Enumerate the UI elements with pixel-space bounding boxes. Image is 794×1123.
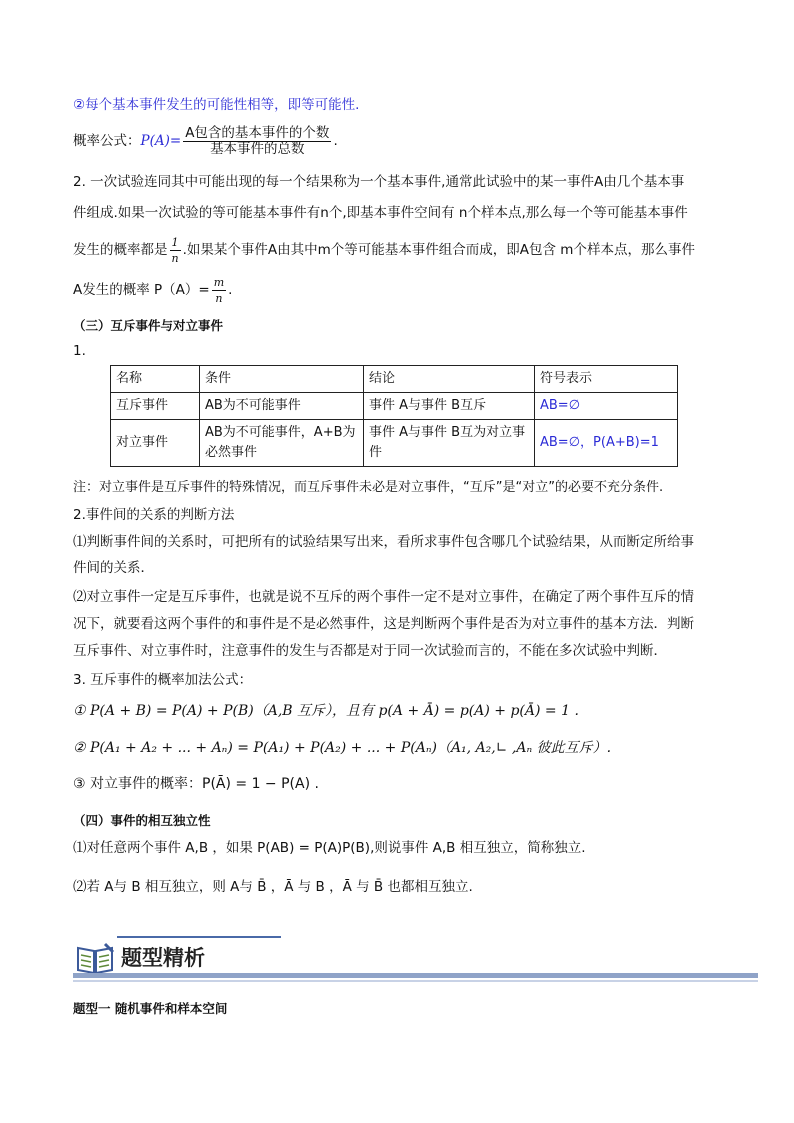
- paragraph-2-line-4: [73, 272, 232, 308]
- table-cell: AB为不可能事件: [200, 393, 364, 420]
- header-cell: 符号表示: [535, 366, 678, 393]
- section-3-title: （三）互斥事件与对立事件: [73, 318, 224, 333]
- banner-rule: [73, 973, 758, 978]
- table-cell: AB为不可能事件，A+B为必然事件: [200, 420, 364, 467]
- subsection-2-title: 2.事件间的关系的判断方法: [73, 507, 235, 523]
- table-row: [111, 420, 678, 467]
- fraction-denominator: n: [171, 251, 179, 265]
- banner-title: 题型精析: [121, 946, 205, 970]
- table-header-row: [111, 366, 678, 393]
- formula-end: .: [333, 133, 338, 149]
- type-1-heading: 题型一 随机事件和样本空间: [73, 1001, 228, 1016]
- formula-2: ② P(A₁ + A₂ + ... + Aₙ) = P(A₁) + P(A₂) + ... + P(Aₙ)（A₁, A₂,∟ ,Aₙ 彼此互斥）.: [73, 740, 612, 756]
- events-relation-table: [110, 365, 678, 467]
- header-cell: 条件: [200, 366, 364, 393]
- p2-l3-end: .如果某个事件A由其中m个等可能基本事件组合而成，即A包含 m个样本点，那么事件: [182, 242, 695, 258]
- fraction-denominator: n: [215, 291, 223, 305]
- formula-label: 概率公式：: [73, 133, 141, 149]
- p2-l4-end: .: [228, 282, 233, 298]
- method-1-line-2: 件间的关系．: [73, 560, 154, 576]
- table-cell: AB=∅，P(A+B)=1: [535, 420, 678, 467]
- table-cell: AB=∅: [535, 393, 678, 420]
- banner-top-line: [117, 936, 281, 938]
- paragraph-2-line-3: [73, 232, 695, 268]
- method-2-line-2: 况下，就要看这两个事件的和事件是不是必然事件，这是判断两个事件是否为对立事件的基本方法．判断: [73, 616, 694, 632]
- paragraph-2-line-2: 件组成.如果一次试验的等可能基本事件有n个,即基本事件空间有 n个样本点,那么每一个等可能基本事件: [73, 205, 688, 221]
- note-paragraph: 注：对立事件是互斥事件的特殊情况，而互斥事件未必是对立事件，“互斥”是“对立”的必要不充分条件.: [73, 480, 664, 495]
- one-over-n-fraction: [170, 235, 181, 266]
- fraction-numerator: m: [213, 275, 225, 289]
- formula-fraction: [183, 126, 331, 157]
- table-cell: 互斥事件: [111, 393, 200, 420]
- header-cell: 结论: [364, 366, 535, 393]
- formula-lhs: P(A)=: [140, 133, 182, 149]
- method-2-line-1: ⑵对立事件一定是互斥事件，也就是说不互斥的两个事件一定不是对立事件，在确定了两个事件互斥的情: [73, 589, 694, 605]
- book-icon: [75, 942, 115, 976]
- p2-l3-start: 发生的概率都是: [73, 242, 168, 258]
- table-cell: 对立事件: [111, 420, 200, 467]
- formula-1: ① P(A + B) = P(A) + P(B)（A,B 互斥），且有 p(A + Ā) = p(A) + p(Ā) = 1 .: [73, 703, 579, 719]
- banner-rule-light: [73, 980, 758, 982]
- probability-formula: [73, 122, 338, 160]
- header-cell: 名称: [111, 366, 200, 393]
- m-over-n-fraction: [212, 275, 226, 306]
- table-cell: 事件 A与事件 B互为对立事件: [364, 420, 535, 467]
- formula-3: ③ 对立事件的概率：P(Ā) = 1 − P(A) .: [73, 776, 319, 792]
- method-2-line-3: 互斥事件、对立事件时，注意事件的发生与否都是对于同一次试验而言的，不能在多次试验中判断．: [73, 643, 667, 659]
- independence-2: ⑵若 A与 B 相互独立，则 A与 B̄ ，Ā 与 B ，Ā 与 B̄ 也都相互独立.: [73, 879, 473, 895]
- subsection-3-title: 3. 互斥事件的概率加法公式：: [73, 672, 253, 688]
- independence-1: ⑴对任意两个事件 A,B ，如果 P(AB) = P(A)P(B),则说事件 A,B 相互独立，简称独立.: [73, 840, 586, 856]
- p2-l4-start: A发生的概率 P（A）=: [73, 282, 210, 298]
- table-cell: 事件 A与事件 B互斥: [364, 393, 535, 420]
- method-1-line-1: ⑴判断事件间的关系时，可把所有的试验结果写出来，看所求事件包含哪几个试验结果，从而断定所给事: [73, 534, 694, 550]
- formula-denominator: 基本事件的总数: [210, 140, 305, 157]
- item-1-label: 1.: [73, 343, 86, 359]
- paragraph-2-line-1: 2. 一次试验连同其中可能出现的每一个结果称为一个基本事件,通常此试验中的某一事件A由几个基本事: [73, 174, 685, 190]
- fraction-numerator: 1: [170, 235, 181, 251]
- formula-numerator: A包含的基本事件的个数: [185, 124, 330, 141]
- paragraph-equal-likelihood: ②每个基本事件发生的可能性相等，即等可能性.: [73, 97, 360, 113]
- table-row: [111, 393, 678, 420]
- section-4-title: （四）事件的相互独立性: [73, 813, 211, 828]
- section-banner: [73, 936, 758, 982]
